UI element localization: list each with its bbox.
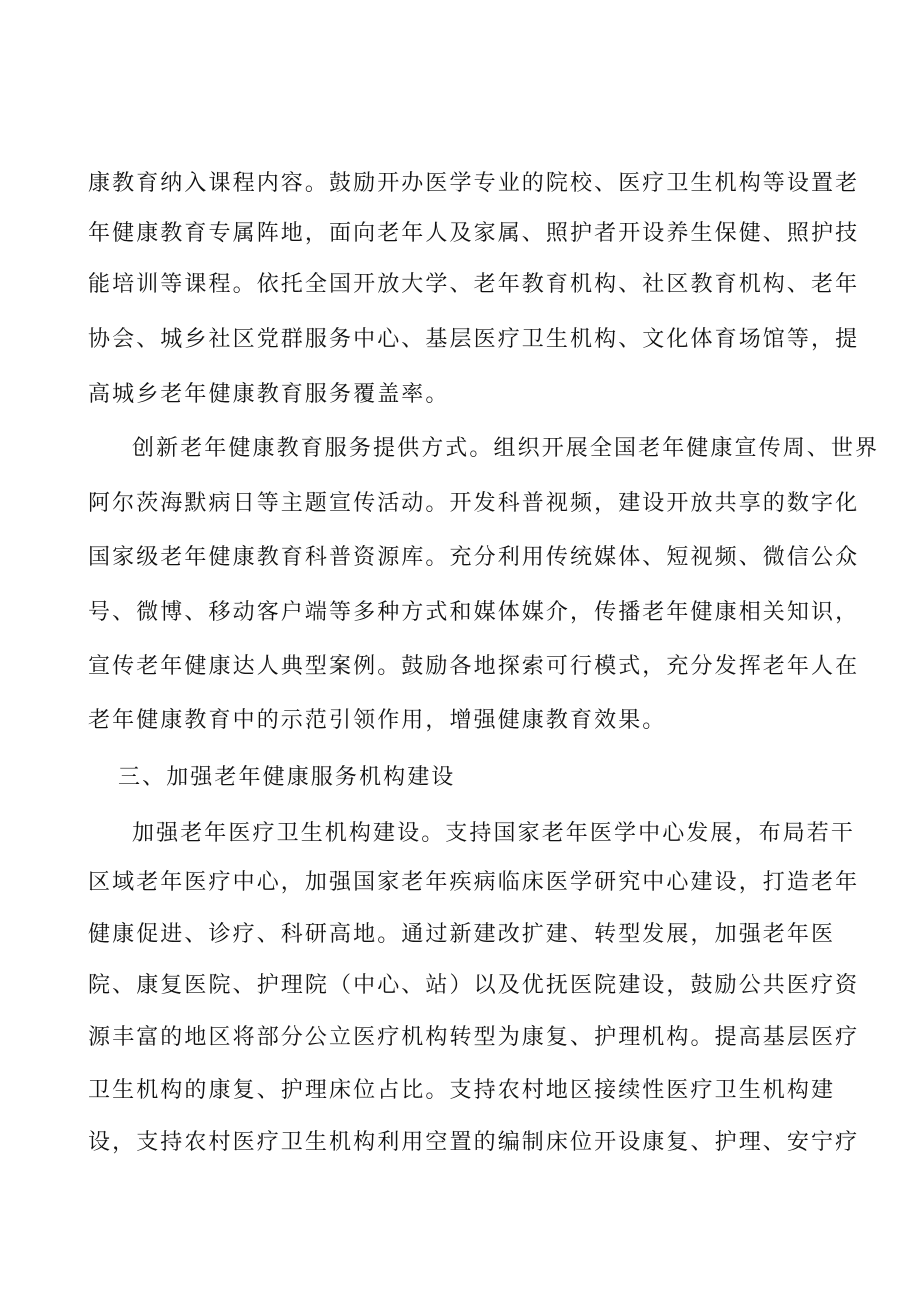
paragraph-line: 老年健康教育中的示范引领作用，增强健康教育效果。 (88, 708, 667, 733)
paragraph-line: 区域老年医疗中心，加强国家老年疾病临床医学研究中心建设，打造老年 (88, 870, 860, 895)
paragraph-line: 健康促进、诊疗、科研高地。通过新建改扩建、转型发展，加强老年医 (88, 922, 836, 947)
paragraph-line: 加强老年医疗卫生机构建设。支持国家老年医学中心发展，布局若干 (132, 821, 856, 846)
paragraph-line: 国家级老年健康教育科普资源库。充分利用传统媒体、短视频、微信公众 (88, 545, 860, 570)
paragraph-line: 年健康教育专属阵地，面向老年人及家属、照护者开设养生保健、照护技 (88, 221, 860, 246)
paragraph-line: 创新老年健康教育服务提供方式。组织开展全国老年健康宣传周、世界 (132, 436, 880, 461)
paragraph-line: 卫生机构的康复、护理床位占比。支持农村地区接续性医疗卫生机构建 (88, 1078, 836, 1103)
paragraph-line: 设，支持农村医疗卫生机构利用空置的编制床位开设康复、护理、安宁疗 (88, 1130, 860, 1155)
paragraph-line: 号、微博、移动客户端等多种方式和媒体媒介，传播老年健康相关知识， (88, 600, 860, 625)
paragraph-line: 高城乡老年健康教育服务覆盖率。 (88, 382, 450, 407)
paragraph-line: 阿尔茨海默病日等主题宣传活动。开发科普视频，建设开放共享的数字化 (88, 491, 860, 516)
section-heading: 三、加强老年健康服务机构建设 (118, 765, 456, 790)
paragraph-line: 能培训等课程。依托全国开放大学、老年教育机构、社区教育机构、老年 (88, 272, 860, 297)
paragraph-line: 源丰富的地区将部分公立医疗机构转型为康复、护理机构。提高基层医疗 (88, 1025, 860, 1050)
paragraph-line: 协会、城乡社区党群服务中心、基层医疗卫生机构、文化体育场馆等，提 (88, 327, 860, 352)
paragraph-line: 院、康复医院、护理院（中心、站）以及优抚医院建设，鼓励公共医疗资 (88, 973, 860, 998)
paragraph-line: 宣传老年健康达人典型案例。鼓励各地探索可行模式，充分发挥老年人在 (88, 654, 860, 679)
paragraph-line: 康教育纳入课程内容。鼓励开办医学专业的院校、医疗卫生机构等设置老 (88, 171, 860, 196)
